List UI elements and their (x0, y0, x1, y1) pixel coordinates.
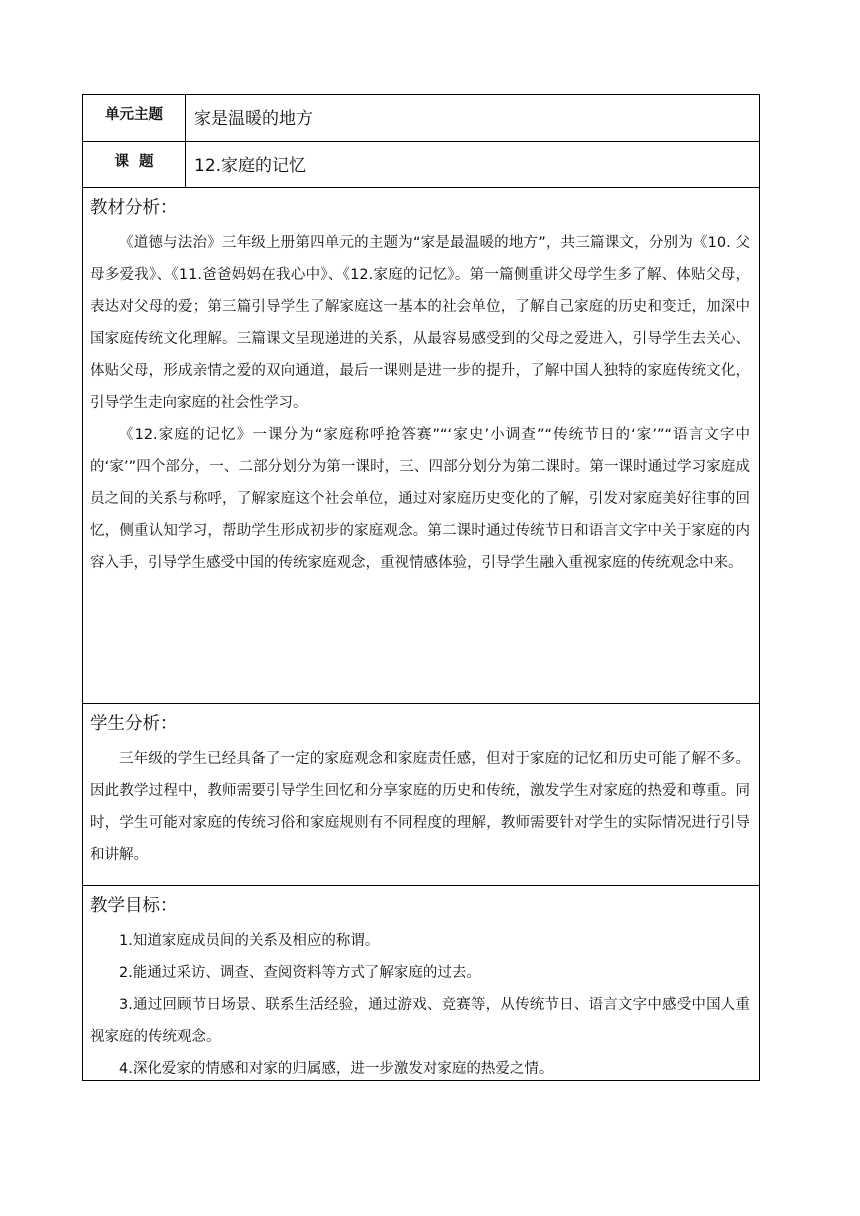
goal-item: 4.深化爱家的情感和对家的归属感，进一步激发对家庭的热爱之情。 (119, 1061, 554, 1077)
lesson-title-row (83, 142, 760, 188)
material-paragraph: 《道德与法治》三年级上册第四单元的主题为“家是最温暖的地方”，共三篇课文，分别为《10. 父母多爱我》、《11.爸爸妈妈在我心中》、《12.家庭的记忆》。第一篇侧重讲父母学生多了解、体贴父母，表达对父母的爱；第三篇引导学生了解家庭这一基本的社会单位，了解自己家庭的历史和变迁，加深中国家庭传统文化理解。三篇课文呈现递进的关系，从最容易感受到的父母之爱进入，引导学生去关心、体贴父母，形成亲情之爱的双向通道，最后一课则是进一步的提升，了解中国人独特的家庭传统文化，引导学生走向家庭的社会性学习。 (90, 235, 750, 411)
unit-theme-label: 单元主题 (83, 95, 186, 141)
student-analysis-section (83, 704, 760, 886)
goal-item: 3.通过回顾节日场景、联系生活经验，通过游戏、竞赛等，从传统节日、语言文字中感受中国人重视家庭的传统观念。 (90, 997, 750, 1045)
lesson-plan-table (82, 94, 760, 1081)
teaching-goals-section (83, 886, 760, 1081)
lesson-title-value: 12.家庭的记忆 (194, 156, 307, 176)
student-paragraph: 三年级的学生已经具备了一定的家庭观念和家庭责任感，但对于家庭的记忆和历史可能了解不多。因此教学过程中，教师需要引导学生回忆和分享家庭的历史和传统，激发学生对家庭的热爱和尊重。同时，学生可能对家庭的传统习俗和家庭规则有不同程度的理解，教师需要针对学生的实际情况进行引导和讲解。 (90, 751, 750, 863)
goal-item: 2.能通过采访、调查、查阅资料等方式了解家庭的过去。 (119, 965, 481, 981)
student-analysis-title: 学生分析： (90, 714, 178, 734)
teaching-goals-title: 教学目标： (90, 896, 178, 916)
lesson-title-label: 课 题 (83, 142, 186, 187)
unit-theme-value: 家是温暖的地方 (194, 109, 313, 129)
material-paragraph: 《12.家庭的记忆》一课分为“家庭称呼抢答赛”“‘家史’小调查”“传统节日的‘家’”“语言文字中的‘家’”四个部分，一、二部分划分为第一课时，三、四部分划分为第二课时。第一课时通过学习家庭成员之间的关系与称呼，了解家庭这个社会单位，通过对家庭历史变化的了解，引发对家庭美好往事的回忆，侧重认知学习，帮助学生形成初步的家庭观念。第二课时通过传统节日和语言文字中关于家庭的内容入手，引导学生感受中国的传统家庭观念，重视情感体验，引导学生融入重视家庭的传统观念中来。 (90, 427, 750, 571)
unit-theme-row (83, 95, 760, 142)
material-analysis-section (83, 188, 760, 704)
goal-item: 1.知道家庭成员间的关系及相应的称谓。 (119, 933, 380, 949)
material-analysis-title: 教材分析： (90, 198, 178, 218)
